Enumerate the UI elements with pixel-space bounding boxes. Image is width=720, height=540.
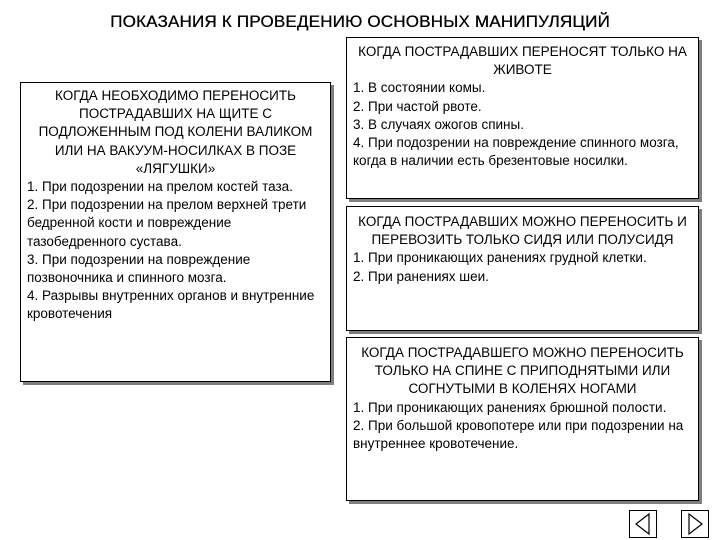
list-item: 4. При подозрении на повреждение спинного мозга, когда в наличии есть брезентовые носилки. — [353, 135, 679, 169]
list-item: 2. При частой рвоте. — [353, 98, 482, 114]
box-heading: КОГДА НЕОБХОДИМО ПЕРЕНОСИТЬ ПОСТРАДАВШИХ НА ЩИТЕ С ПОДЛОЖЕННЫМ ПОД КОЛЕНИ ВАЛИКОМ ИЛИ НА ВАКУУМ-НОСИЛКАХ В ПОЗЕ «ЛЯГУШКИ» — [38, 88, 313, 176]
triangle-left-icon — [630, 511, 656, 537]
box-heading: КОГДА ПОСТРАДАВШЕГО МОЖНО ПЕРЕНОСИТЬ ТОЛЬКО НА СПИНЕ С ПРИПОДНЯТЫМИ ИЛИ СОГНУТЫМИ В КОЛЕНЯХ НОГАМИ — [361, 345, 684, 397]
indication-box-sitting — [346, 206, 699, 331]
indication-box-on-back — [346, 337, 699, 501]
triangle-right-icon — [682, 511, 708, 537]
indication-box-on-stomach — [346, 37, 699, 199]
page-title: ПОКАЗАНИЯ К ПРОВЕДЕНИЮ ОСНОВНЫХ МАНИПУЛЯЦИЙ — [110, 12, 610, 31]
previous-slide-button[interactable] — [629, 510, 657, 538]
box-heading: КОГДА ПОСТРАДАВШИХ ПЕРЕНОСЯТ ТОЛЬКО НА ЖИВОТЕ — [358, 44, 687, 78]
list-item: 2. При подозрении на прелом верхней трети бедренной кости и повреждение тазобедренного сустава. — [27, 197, 307, 249]
list-item: 1. При подозрении на прелом костей таза. — [27, 179, 293, 195]
list-item: 3. При подозрении на повреждение позвоночника и спинного мозга. — [27, 251, 251, 286]
list-item: 1. В состоянии комы. — [353, 80, 486, 96]
list-item: 4. Разрывы внутренних органов и внутренние кровотечения — [27, 288, 315, 322]
list-item: 2. При большой кровопотере или при подозрении на внутреннее кровотечение. — [353, 417, 684, 452]
box-heading: КОГДА ПОСТРАДАВШИХ МОЖНО ПЕРЕНОСИТЬ И ПЕРЕВОЗИТЬ ТОЛЬКО СИДЯ ИЛИ ПОЛУСИДЯ — [358, 214, 687, 248]
list-item: 1. При проникающих ранениях брюшной полости. — [353, 399, 667, 415]
list-item: 1. При проникающих ранениях грудной клетки. — [353, 250, 647, 266]
indication-box-frog-pose — [20, 82, 331, 382]
next-slide-button[interactable] — [681, 510, 709, 538]
list-item: 3. В случаях ожогов спины. — [353, 116, 524, 132]
list-item: 2. При ранениях шеи. — [353, 268, 489, 284]
